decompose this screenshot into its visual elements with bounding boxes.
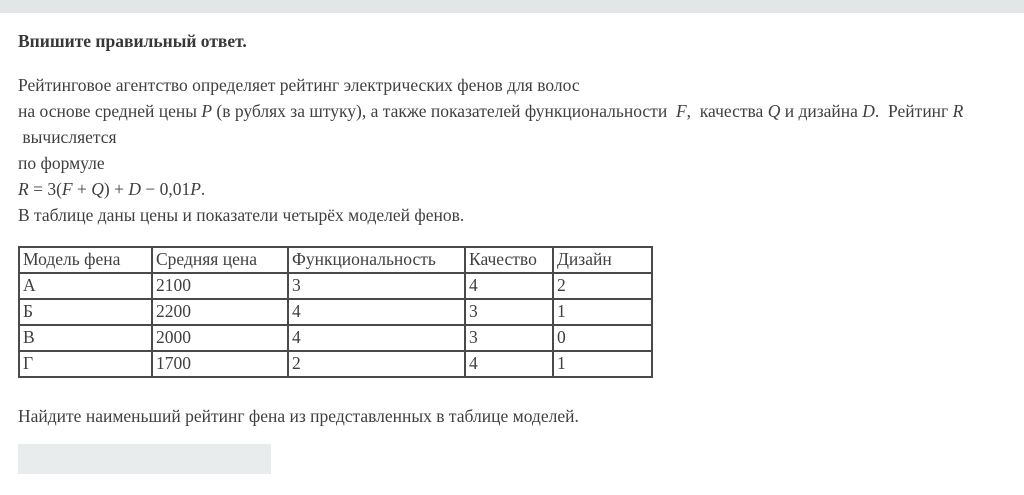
cell-quality: 4	[465, 273, 553, 299]
cell-functionality: 4	[288, 299, 465, 325]
cell-model: Г	[19, 351, 152, 377]
table-row	[19, 273, 652, 299]
cell-quality: 3	[465, 325, 553, 351]
answer-input[interactable]	[18, 444, 271, 474]
header-cell-functionality: Функциональность	[288, 247, 465, 273]
cell-quality: 4	[465, 351, 553, 377]
header-cell-quality: Качество	[465, 247, 553, 273]
header-cell-model: Модель фена	[19, 247, 152, 273]
header-cell-price: Средняя цена	[152, 247, 288, 273]
cell-functionality: 4	[288, 325, 465, 351]
cell-quality: 3	[465, 299, 553, 325]
cell-design: 0	[553, 325, 652, 351]
problem-line-3: вычисляется	[18, 127, 117, 147]
table-row	[19, 299, 652, 325]
cell-functionality: 2	[288, 351, 465, 377]
cell-model: В	[19, 325, 152, 351]
cell-model: А	[19, 273, 152, 299]
table-row	[19, 351, 652, 377]
instruction-heading: Впишите правильный ответ.	[18, 31, 247, 51]
rating-formula: R = 3(F + Q) + D − 0,01P.	[18, 179, 206, 199]
cell-model: Б	[19, 299, 152, 325]
table-header-row	[19, 247, 652, 273]
cell-price: 2000	[152, 325, 288, 351]
cell-design: 1	[553, 299, 652, 325]
problem-statement	[18, 72, 1012, 228]
table-row	[19, 325, 652, 351]
question-text: Найдите наименьший рейтинг фена из представленных в таблице моделей.	[18, 406, 579, 426]
cell-price: 2200	[152, 299, 288, 325]
problem-line-4: по формуле	[18, 153, 105, 173]
exercise-content	[0, 30, 1024, 474]
cell-functionality: 3	[288, 273, 465, 299]
cell-price: 1700	[152, 351, 288, 377]
problem-line-1: Рейтинговое агентство определяет рейтинг электрических фенов для волос	[18, 75, 580, 95]
cell-design: 1	[553, 351, 652, 377]
header-cell-design: Дизайн	[553, 247, 652, 273]
problem-line-6: В таблице даны цены и показатели четырёх моделей фенов.	[18, 205, 465, 225]
top-bar	[0, 0, 1024, 13]
cell-price: 2100	[152, 273, 288, 299]
ratings-table	[18, 246, 653, 378]
problem-line-2: на основе средней цены P (в рублях за штуку), а также показателей функциональности F, качества Q и дизайна D. Рейтинг R	[18, 101, 964, 121]
cell-design: 2	[553, 273, 652, 299]
